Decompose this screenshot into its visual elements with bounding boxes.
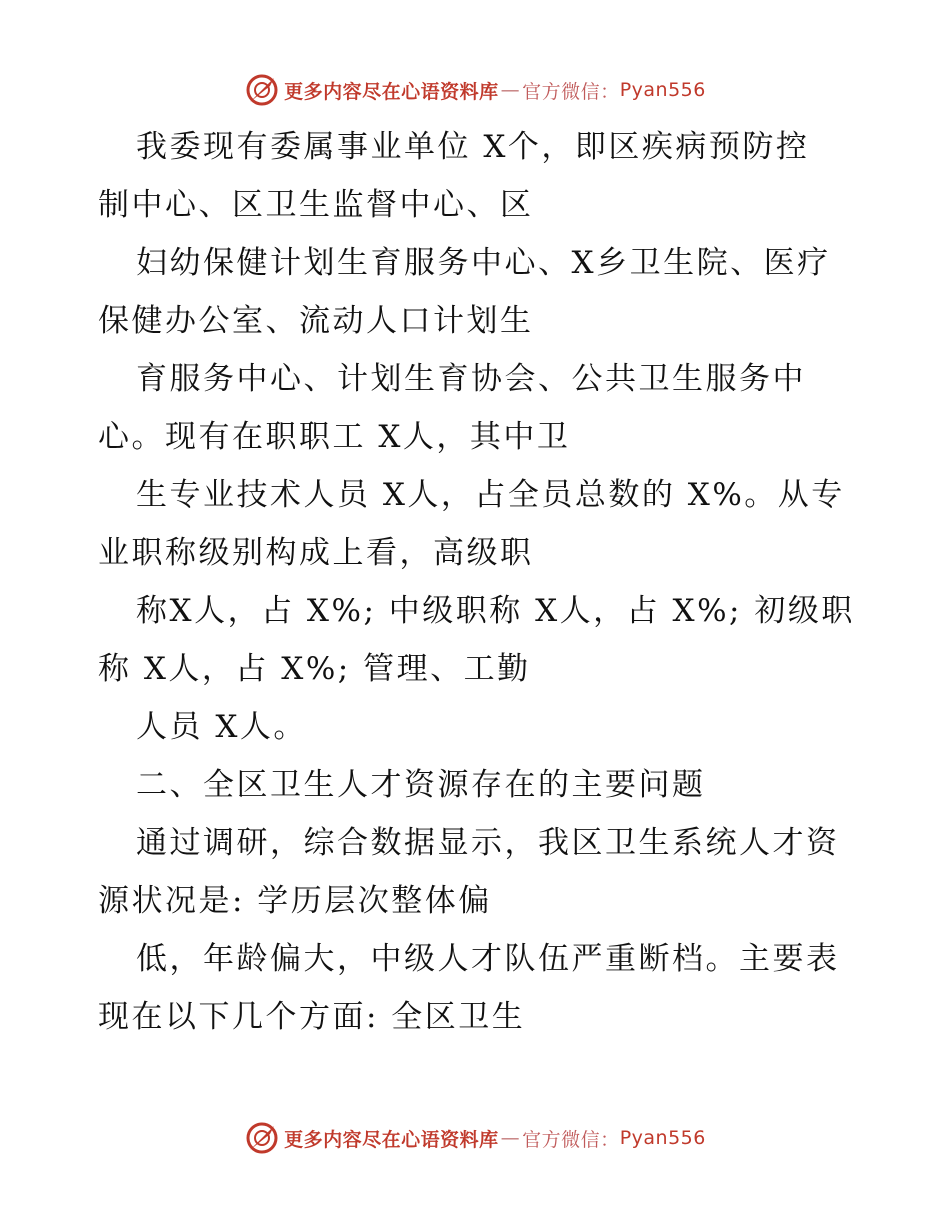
quill-logo-icon [244,72,280,108]
paragraph-line: 低，年龄偏大，中级人才队伍严重断档。主要表 [136,941,840,977]
paragraph [98,582,868,698]
watermark-label: 官方微信： [522,80,620,103]
paragraph [98,698,868,756]
watermark-wechat-id: Pyan556 [619,79,706,101]
paragraph-line: 称X人，占 X%; 中级职称 X人，占 X%; 初级职 [136,593,855,629]
paragraph-line: 育服务中心、计划生育协会、公共卫生服务中 [136,361,806,397]
footer-watermark [0,1118,950,1158]
watermark-dash: — [500,1127,521,1149]
paragraph [98,118,868,234]
paragraph [98,350,868,466]
watermark-brand: 更多内容尽在心语资料库 [284,1128,499,1151]
paragraph-line: 称 X人，占 X%; 管理、工勤 [98,651,531,687]
watermark-brand: 更多内容尽在心语资料库 [284,80,499,103]
document-body [98,118,868,1046]
paragraph [98,234,868,350]
paragraph-line: 心。现有在职职工 X人，其中卫 [98,419,571,455]
paragraph-line: 我委现有委属事业单位 X个，即区疾病预防控 [136,129,810,165]
watermark-dash: — [500,79,521,101]
watermark-wechat-id: Pyan556 [619,1127,706,1149]
paragraph-line: 保健办公室、流动人口计划生 [98,303,534,339]
section-heading [98,756,868,814]
paragraph-line: 源状况是: 学历层次整体偏 [98,883,492,919]
paragraph-line: 制中心、区卫生监督中心、区 [98,187,534,223]
paragraph [98,466,868,582]
paragraph-line: 通过调研，综合数据显示，我区卫生系统人才资 [136,825,840,861]
paragraph-line: 妇幼保健计划生育服务中心、X乡卫生院、医疗 [136,245,831,281]
paragraph-line: 现在以下几个方面: 全区卫生 [98,999,526,1035]
quill-logo-icon [244,1120,280,1156]
paragraph [98,930,868,1046]
paragraph-line: 业职称级别构成上看，高级职 [98,535,534,571]
watermark-label: 官方微信： [522,1128,620,1151]
header-watermark [0,70,950,110]
section-heading-text: 二、全区卫生人才资源存在的主要问题 [136,767,706,803]
paragraph-line: 人员 X人。 [136,709,307,745]
paragraph [98,814,868,930]
paragraph-line: 生专业技术人员 X人，占全员总数的 X%。从专 [136,477,845,513]
